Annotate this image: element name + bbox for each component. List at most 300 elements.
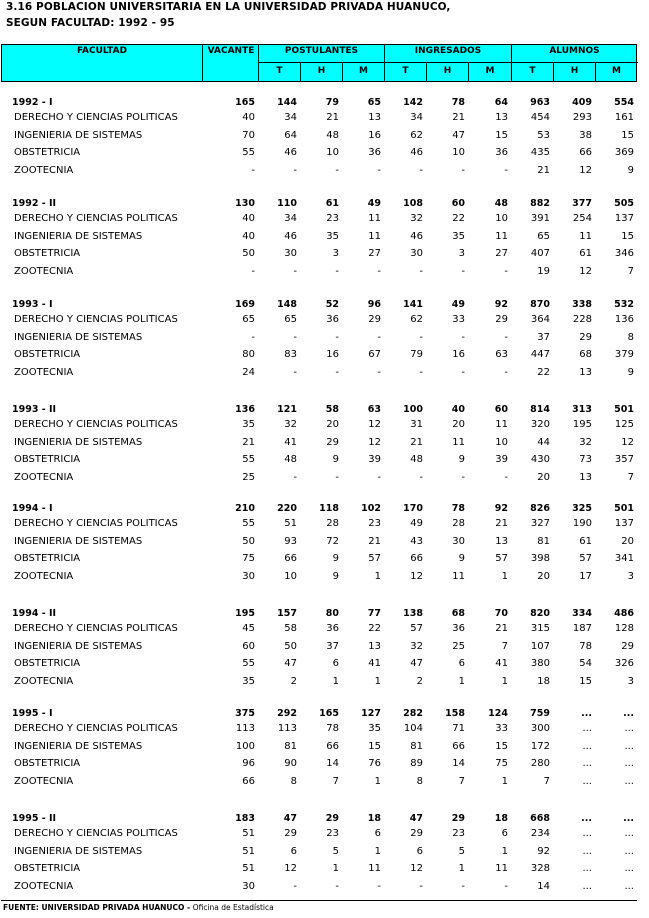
table-cell: 6 [458, 658, 465, 669]
table-cell: - [335, 331, 339, 343]
table-cell: 28 [452, 518, 465, 529]
table-cell: 18 [367, 813, 381, 824]
table-cell: 346 [614, 248, 634, 259]
table-cell: 81 [284, 740, 297, 752]
table-row [0, 147, 649, 164]
table-cell: 81 [537, 535, 550, 547]
table-cell: 20 [452, 419, 465, 430]
table-cell: 6 [332, 658, 339, 669]
table-cell: 65 [284, 314, 297, 325]
table-cell: 29 [368, 314, 381, 325]
table-cell: 107 [530, 640, 550, 652]
table-cell: 58 [325, 404, 339, 415]
table-cell: 14 [452, 758, 465, 769]
table-row [0, 658, 649, 675]
table-cell: 44 [537, 436, 550, 448]
header-vacante: VACANTE [207, 46, 255, 56]
table-cell: 137 [614, 518, 634, 529]
table-cell: 11 [579, 230, 592, 242]
table-cell: 187 [572, 623, 592, 634]
table-cell: 78 [451, 503, 465, 514]
table-cell: 35 [242, 675, 255, 687]
header-alum-m: M [612, 66, 621, 76]
table-cell: 20 [537, 570, 550, 582]
table-cell: ... [582, 880, 592, 892]
table-row [0, 367, 649, 384]
table-cell: 501 [614, 503, 634, 514]
table-row [0, 863, 649, 880]
table-cell: 169 [235, 299, 255, 310]
table-cell: 2 [416, 675, 423, 687]
table-cell: 157 [277, 608, 297, 619]
table-cell: 113 [277, 723, 297, 734]
header-ingresados: INGRESADOS [414, 46, 482, 56]
table-cell: 10 [284, 570, 297, 582]
table-row-label: DERECHO Y CIENCIAS POLITICAS [14, 213, 178, 224]
table-cell: 334 [572, 608, 592, 619]
table-row-label: INGENIERIA DE SISTEMAS [14, 129, 143, 141]
table-cell: 29 [410, 828, 423, 839]
table-cell: 64 [494, 97, 508, 108]
header-alumnos: ALUMNOS [549, 46, 600, 56]
table-cell: 78 [326, 723, 339, 734]
table-cell: 80 [325, 608, 339, 619]
table-cell: 379 [614, 349, 634, 360]
table-cell: 13 [495, 112, 508, 123]
table-cell: 380 [530, 658, 550, 669]
table-cell: 136 [235, 404, 255, 415]
table-cell: 1 [501, 775, 508, 787]
table-cell: - [504, 164, 508, 176]
table-cell: 15 [495, 740, 508, 752]
table-cell: 820 [530, 608, 550, 619]
header-ing-m: M [485, 66, 495, 76]
table-cell: - [377, 366, 381, 378]
table-cell: 50 [284, 640, 297, 652]
header-alum-h: H [570, 66, 579, 76]
table-row [0, 641, 649, 658]
table-cell: 11 [452, 436, 465, 448]
table-cell: 29 [451, 813, 465, 824]
table-cell: 554 [614, 97, 634, 108]
table-row [0, 437, 649, 454]
table-cell: 409 [572, 97, 592, 108]
table-cell: 49 [410, 518, 423, 529]
table-cell: - [504, 471, 508, 483]
table-cell: - [419, 164, 423, 176]
table-cell: 79 [410, 349, 423, 360]
table-row-label: DERECHO Y CIENCIAS POLITICAS [14, 623, 178, 634]
table-row [0, 881, 649, 898]
table-cell: 104 [403, 723, 423, 734]
header-ing-h: H [443, 66, 452, 76]
table-cell: 501 [614, 404, 634, 415]
table-cell: - [504, 331, 508, 343]
table-cell: 407 [530, 248, 550, 259]
table-cell: 30 [410, 248, 423, 259]
table-cell: 328 [530, 863, 550, 874]
table-cell: 41 [368, 658, 381, 669]
table-cell: 9 [458, 553, 465, 564]
table-cell: 12 [410, 863, 423, 874]
table-row-label: ZOOTECNIA [14, 471, 74, 483]
table-cell: ... [624, 723, 634, 734]
table-cell: 63 [367, 404, 381, 415]
table-cell: 32 [579, 436, 592, 448]
table-cell: 1 [374, 675, 381, 687]
table-cell: 341 [614, 553, 634, 564]
table-cell: 14 [326, 758, 339, 769]
table-cell: 20 [621, 535, 634, 547]
table-cell: 228 [572, 314, 592, 325]
group-row-label: 1993 - I [12, 299, 53, 310]
table-cell: 1 [458, 863, 465, 874]
table-cell: 110 [277, 198, 297, 209]
table-cell: 21 [452, 112, 465, 123]
table-cell: 23 [452, 828, 465, 839]
table-cell: 93 [284, 535, 297, 547]
table-cell: 172 [530, 740, 550, 752]
table-cell: 66 [326, 740, 339, 752]
table-cell: 60 [242, 640, 255, 652]
table-cell: 60 [494, 404, 508, 415]
table-cell: 1 [458, 675, 465, 687]
table-cell: 7 [501, 640, 508, 652]
group-row-label: 1995 - I [12, 708, 53, 719]
table-cell: 282 [403, 708, 423, 719]
table-row-label: ZOOTECNIA [14, 265, 74, 277]
table-cell: 29 [325, 813, 339, 824]
table-cell: 1 [374, 845, 381, 857]
table-cell: 16 [452, 349, 465, 360]
table-cell: 21 [495, 623, 508, 634]
table-cell: 12 [621, 436, 634, 448]
table-cell: 113 [235, 723, 255, 734]
table-cell: 6 [501, 828, 508, 839]
table-cell: - [251, 164, 255, 176]
table-cell: 30 [284, 248, 297, 259]
table-cell: 49 [451, 299, 465, 310]
table-cell: 36 [452, 623, 465, 634]
table-cell: - [504, 366, 508, 378]
table-cell: 30 [242, 570, 255, 582]
table-cell: 882 [530, 198, 550, 209]
table-cell: 34 [410, 112, 423, 123]
table-row [0, 248, 649, 265]
footer-rule [1, 900, 637, 901]
table-cell: 36 [326, 623, 339, 634]
table-cell: 9 [332, 454, 339, 465]
table-cell: 40 [242, 230, 255, 242]
table-cell: - [293, 331, 297, 343]
table-cell: 165 [319, 708, 339, 719]
table-cell: - [293, 164, 297, 176]
table-cell: 81 [410, 740, 423, 752]
table-cell: ... [624, 828, 634, 839]
table-cell: - [461, 331, 465, 343]
table-cell: 63 [495, 349, 508, 360]
header-postulantes: POSTULANTES [284, 46, 359, 56]
table-cell: 22 [368, 623, 381, 634]
table-cell: 23 [326, 828, 339, 839]
table-cell: 161 [614, 112, 634, 123]
table-cell: 280 [530, 758, 550, 769]
table-cell: - [377, 164, 381, 176]
table-cell: 486 [614, 608, 634, 619]
table-cell: 66 [452, 740, 465, 752]
table-cell: 1 [374, 570, 381, 582]
header-post-t: T [276, 66, 283, 76]
table-cell: 48 [284, 454, 297, 465]
table-cell: - [461, 471, 465, 483]
table-cell: 108 [403, 198, 423, 209]
table-cell: 27 [495, 248, 508, 259]
table-cell: 35 [452, 230, 465, 242]
table-cell: 92 [537, 845, 550, 857]
table-cell: 35 [326, 230, 339, 242]
table-cell: 72 [326, 535, 339, 547]
table-cell: - [377, 471, 381, 483]
table-cell: 38 [579, 129, 592, 141]
table-row-label: DERECHO Y CIENCIAS POLITICAS [14, 723, 178, 734]
table-cell: 141 [403, 299, 423, 310]
table-cell: 34 [284, 112, 297, 123]
table-cell: 10 [452, 147, 465, 158]
table-cell: 62 [410, 129, 423, 141]
table-cell: 40 [451, 404, 465, 415]
table-row [0, 828, 649, 845]
table-cell: 29 [621, 640, 634, 652]
table-cell: 9 [627, 366, 634, 378]
table-cell: 58 [284, 623, 297, 634]
table-cell: 20 [326, 419, 339, 430]
table-cell: 17 [579, 570, 592, 582]
table-cell: 313 [572, 404, 592, 415]
table-cell: 5 [332, 845, 339, 857]
table-cell: - [419, 471, 423, 483]
table-cell: 80 [242, 349, 255, 360]
table-cell: 14 [537, 880, 550, 892]
table-title-line-2: SEGUN FACULTAD: 1992 - 95 [6, 17, 175, 29]
table-cell: 6 [290, 845, 297, 857]
table-cell: 78 [579, 640, 592, 652]
table-cell: 21 [242, 436, 255, 448]
table-cell: 320 [530, 419, 550, 430]
table-cell: 40 [242, 213, 255, 224]
table-cell: 92 [494, 299, 508, 310]
table-cell: - [293, 366, 297, 378]
table-cell: 29 [284, 828, 297, 839]
table-cell: 814 [530, 404, 550, 415]
table-cell: 21 [326, 112, 339, 123]
table-cell: 70 [494, 608, 508, 619]
table-row-label: OBSTETRICIA [14, 553, 81, 564]
table-cell: 61 [579, 535, 592, 547]
table-cell: ... [582, 863, 592, 874]
table-row-label: DERECHO Y CIENCIAS POLITICAS [14, 314, 178, 325]
table-cell: 18 [494, 813, 508, 824]
table-cell: 65 [367, 97, 381, 108]
table-cell: 55 [242, 454, 255, 465]
table-cell: 13 [368, 112, 381, 123]
table-cell: 24 [242, 366, 255, 378]
table-cell: 13 [495, 535, 508, 547]
table-row [0, 419, 649, 436]
table-row-label: INGENIERIA DE SISTEMAS [14, 740, 143, 752]
table-cell: 15 [621, 129, 634, 141]
table-cell: ... [582, 775, 592, 787]
table-cell: 46 [410, 147, 423, 158]
table-cell: 49 [367, 198, 381, 209]
table-cell: ... [623, 708, 634, 719]
table-cell: 29 [579, 331, 592, 343]
table-cell: 48 [326, 129, 339, 141]
table-row [0, 231, 649, 248]
table-cell: 3 [332, 248, 339, 259]
table-cell: 158 [445, 708, 465, 719]
table-cell: ... [624, 740, 634, 752]
table-cell: - [293, 265, 297, 277]
table-cell: 66 [579, 147, 592, 158]
table-cell: 75 [495, 758, 508, 769]
table-cell: 57 [495, 553, 508, 564]
table-cell: 52 [325, 299, 339, 310]
table-cell: 92 [494, 503, 508, 514]
table-row [0, 165, 649, 182]
table-cell: ... [624, 758, 634, 769]
table-row [0, 332, 649, 349]
table-cell: 7 [458, 775, 465, 787]
table-cell: 37 [326, 640, 339, 652]
table-cell: 37 [537, 331, 550, 343]
table-cell: 76 [368, 758, 381, 769]
table-cell: 20 [537, 471, 550, 483]
table-row [0, 454, 649, 471]
table-cell: 398 [530, 553, 550, 564]
table-cell: 51 [242, 863, 255, 874]
table-cell: 55 [242, 518, 255, 529]
table-row-label: OBSTETRICIA [14, 658, 81, 669]
table-cell: 71 [452, 723, 465, 734]
table-cell: 12 [368, 436, 381, 448]
table-cell: 36 [495, 147, 508, 158]
table-cell: 118 [319, 503, 339, 514]
table-cell: 23 [326, 213, 339, 224]
table-row [0, 676, 649, 693]
table-cell: ... [582, 740, 592, 752]
table-row-label: ZOOTECNIA [14, 366, 74, 378]
table-cell: 15 [368, 740, 381, 752]
table-cell: - [293, 471, 297, 483]
table-row [0, 112, 649, 129]
table-cell: 30 [242, 880, 255, 892]
group-row-label: 1995 - II [12, 813, 57, 824]
table-row [0, 266, 649, 283]
table-cell: 29 [326, 436, 339, 448]
table-cell: 12 [579, 265, 592, 277]
table-cell: 125 [614, 419, 634, 430]
table-cell: ... [582, 758, 592, 769]
table-row-label: DERECHO Y CIENCIAS POLITICAS [14, 518, 178, 529]
table-cell: 128 [614, 623, 634, 634]
table-cell: 100 [235, 740, 255, 752]
table-row [0, 130, 649, 147]
table-cell: 27 [368, 248, 381, 259]
table-cell: 15 [579, 675, 592, 687]
table-cell: 435 [530, 147, 550, 158]
table-cell: 1 [501, 570, 508, 582]
table-cell: 33 [495, 723, 508, 734]
table-cell: 7 [332, 775, 339, 787]
table-row [0, 741, 649, 758]
table-cell: 326 [614, 658, 634, 669]
table-cell: 430 [530, 454, 550, 465]
table-cell: 136 [614, 314, 634, 325]
table-row-label: DERECHO Y CIENCIAS POLITICAS [14, 112, 178, 123]
table-cell: 51 [284, 518, 297, 529]
table-row-label: INGENIERIA DE SISTEMAS [14, 436, 143, 448]
table-cell: 34 [284, 213, 297, 224]
table-cell: 83 [284, 349, 297, 360]
table-row-label: OBSTETRICIA [14, 147, 81, 158]
table-cell: 29 [495, 314, 508, 325]
table-cell: 9 [332, 570, 339, 582]
table-cell: 11 [452, 570, 465, 582]
header-post-m: M [359, 66, 368, 76]
source-label: FUENTE: UNIVERSIDAD PRIVADA HUANUCO - [3, 903, 193, 912]
table-cell: 300 [530, 723, 550, 734]
table-cell: - [419, 366, 423, 378]
table-cell: 9 [627, 164, 634, 176]
table-cell: 12 [579, 164, 592, 176]
table-cell: 327 [530, 518, 550, 529]
table-cell: 55 [242, 147, 255, 158]
table-cell: 130 [235, 198, 255, 209]
table-cell: 19 [537, 265, 550, 277]
table-cell: 10 [326, 147, 339, 158]
table-cell: 33 [452, 314, 465, 325]
table-cell: 142 [403, 97, 423, 108]
table-cell: 13 [579, 471, 592, 483]
table-cell: 1 [332, 863, 339, 874]
group-row-label: 1994 - I [12, 503, 53, 514]
table-row-label: OBSTETRICIA [14, 248, 81, 259]
table-row-label: OBSTETRICIA [14, 863, 81, 874]
table-row-label: ZOOTECNIA [14, 880, 74, 892]
table-cell: 7 [627, 471, 634, 483]
table-row-label: ZOOTECNIA [14, 775, 74, 787]
table-cell: 47 [452, 129, 465, 141]
table-cell: 292 [277, 708, 297, 719]
table-cell: 70 [242, 129, 255, 141]
table-cell: 759 [530, 708, 550, 719]
table-cell: 8 [416, 775, 423, 787]
table-cell: ... [624, 775, 634, 787]
table-cell: 148 [277, 299, 297, 310]
table-cell: 22 [537, 366, 550, 378]
table-row-label: OBSTETRICIA [14, 758, 81, 769]
source-note [3, 903, 274, 912]
table-cell: 165 [235, 97, 255, 108]
table-cell: 3 [627, 570, 634, 582]
table-cell: 51 [242, 845, 255, 857]
table-cell: - [461, 265, 465, 277]
table-cell: 68 [451, 608, 465, 619]
table-cell: 46 [284, 147, 297, 158]
table-cell: 13 [368, 640, 381, 652]
table-cell: 21 [368, 535, 381, 547]
table-cell: ... [582, 723, 592, 734]
